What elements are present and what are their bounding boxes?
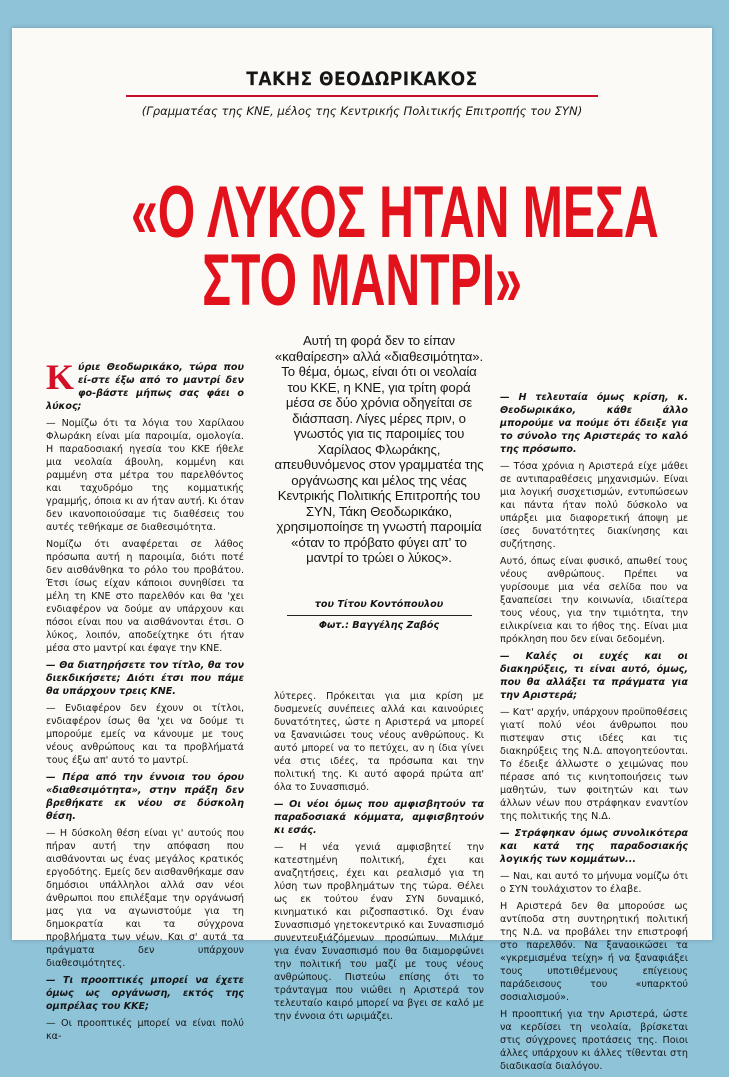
author-name: ΤΑΚΗΣ ΘΕΟΔΩΡΙΚΑΚΟΣ [246, 68, 478, 90]
answer-paragraph: — Η δύσκολη θέση είναι γι' αυτούς που πήραν αυτή την απόφαση που αισθάνονται ως ένας μεγάλος κρατικός εργοδότης. Εμείς δεν αισθανθήκαμε σαν δημόσιοι υπάλληλοι αλλά σαν νέοι άνθρωποι που επιλέξαμε την οργάνωσή μας για να αγωνιστούμε για τη δημοκρατία και τα σύγχρονα προβλήματα των νέων. Και σ' αυτά τα πράγματα δεν υπάρχουν διαθεσιμότητες. [46, 828, 244, 969]
question-paragraph: — Καλές οι ευχές και οι διακηρύξεις, τι είναι αυτό, όμως, που θα αλλάξει τα πράγματα για την Αριστερά; [500, 651, 688, 701]
article-column-2 [274, 690, 484, 1027]
answer-paragraph: Νομίζω ότι αναφέρεται σε λάθος πρόσωπα αυτή η παροιμία, διότι ποτέ δεν αισθάνθηκα το ρόλο του προβάτου. Έτσι ίσως είχαν κάποιοι συνηθίσει τα μέλη τη ΚΝΕ στο παρελθόν και θα 'χει ενδιαφέρον να δούμε αν υπάρχουν και πόσοι είναι που να αισθάνονται έτσι. Ο λύκος, λοιπόν, αποδείχτηκε ότι ήταν μέσα στο μαντρί και έφαγε την ΚΝΕ. [46, 539, 244, 654]
answer-paragraph: — Η νέα γενιά αμφισβητεί την κατεστημένη πολιτική, έχει και αναζητήσεις, έχει και ρεαλισμό για τη λύση των προβλημάτων της τώρα. Θέλει ως εκ τούτου έναν ΣΥΝ δυναμικό, κινηματικό και ριζοσπαστικό. Όχι έναν Συνασπισμό γηετοκεντρικό και Συνασπισμό συνεντευξιάζόμενων προσώπων. Μιλάμε για έναν Συνασπισμό που θα διαμορφώνει την πολιτική του μαζί με τους νέους ανθρώπους. Πιστεύω επίσης ότι το τράνταγμα που νιώθει η Αριστερά τον τελευταίο καιρό μπορεί να βγει σε καλό με την έννοια ότι ωριμάζει. [274, 842, 484, 1022]
headline-line-1: «Ο ΛΥΚΟΣ ΗΤΑΝ ΜΕΣΑ [130, 172, 659, 253]
article-column-1 [46, 357, 244, 1047]
answer-paragraph: — Τόσα χρόνια η Αριστερά είχε μάθει σε αντιπαραθέσεις μηχανισμών. Είναι μια λογική συσχετισμών, εντυπώσεων και πάντα ήταν πολύ δύσκολο να υπάρξει μια διαφορετική άποψη με ίσες δυνατότητες διακίνησης και συζήτησης. [500, 461, 688, 550]
photo-credit: Φωτ.: Βαγγέλης Ζαβός [318, 620, 440, 631]
question-paragraph: — Τι προοπτικές μπορεί να έχετε όμως ως οργάνωση, εκτός της ομπρέλας του ΚΚΕ; [46, 975, 244, 1012]
answer-paragraph: Αυτό, όπως είναι φυσικό, απωθεί τους νέους ανθρώπους. Πρέπει να γυρίσουμε μια νέα σελίδα που να ξαναπείσει την κοινωνία, ιδιαίτερα τους νέους, για την τιμιότητα, την ειλικρίνεια και το ήθος της. Είναι μια πρόκληση που δεν είναι δεδομένη. [500, 556, 688, 645]
answer-paragraph: — Οι προοπτικές μπορεί να είναι πολύ κα- [46, 1018, 244, 1042]
article-credits [274, 598, 484, 633]
question-paragraph: — Στράφηκαν όμως συνολικότερα και κατά της παραδοσιακής λογικής των κομμάτων... [500, 828, 688, 865]
author-credit: του Τίτου Κοντόπουλου [314, 599, 444, 610]
answer-paragraph: Η Αριστερά δεν θα μπορούσε ως αντίποδα στη συντηρητική πολιτική της Ν.Δ. να προβάλει την επιστροφή στο παρελθόν. Να ξαναοικώσει τα «γκρεμισμένα τείχη» ή να ξαναφιάξει τους υποτιθέμενους επίγειους παράδεισους του «υπαρκτού σοσιαλισμού». [500, 901, 688, 1003]
author-role: (Γραμματέας της ΚΝΕ, μέλος της Κεντρικής Πολιτικής Επιτροπής του ΣΥΝ) [141, 104, 583, 118]
credit-divider [287, 615, 472, 616]
question-paragraph: — Η τελευταία όμως κρίση, κ. Θεοδωρικάκο, κάθε άλλο μπορούμε να πούμε ότι έδειξε για το σύνολο της Αριστεράς το καλό της πρόσωπο. [500, 392, 688, 455]
article-column-3 [500, 391, 688, 1077]
drop-cap: Κ [46, 357, 75, 397]
question-paragraph: — Θα διατηρήσετε τον τίτλο, θα τον διεκδικήσετε; Διότι έτσι που πάμε θα υπάρχουν τρεις ΚΝΕ. [46, 660, 244, 697]
headline-line-2: ΣΤΟ ΜΑΝΤΡΙ» [202, 240, 522, 321]
answer-paragraph: λύτερες. Πρόκειται για μια κρίση με δυσμενείς συνέπειες αλλά και καινούριες δυνατότητες, ώστε η Αριστερά να μπορεί να ξανανιώσει τους νέους ανθρώπους. Κι αυτό μπορεί να το πετύχει, αν η ίδια γίνει νέα στις ιδέες, τα πρόσωπα και την πολιτική της. Κι αυτό αφορά πρώτα απ' όλα το Συνασπισμό. [274, 691, 484, 793]
magazine-page [12, 28, 712, 1072]
question-text: ύριε Θεοδωρικάκο, τώρα που εί-στε έξω από το μαντρί δεν φο-βάστε μήπως σας φάει ο λύκος; [46, 362, 244, 412]
article-intro: Αυτή τη φορά δεν το είπαν «καθαίρεση» αλλά «διαθεσιμότητα». Το θέμα, όμως, είναι ότι οι νεολαία του ΚΚΕ, η ΚΝΕ, για τρίτη φορά μέσα σε δύο χρόνια οδηγείται σε διάσπαση. Λίγες μέρες πριν, ο γνωστός για τις παροιμίες του Χαρίλαος Φλωράκης, απευθυνόμενος στον γραμματέα της οργάνωσης και μέλος της νέας Κεντρικής Πολιτικής Επιτροπής του ΣΥΝ, Τάκη Θεοδωρικάκο, χρησιμοποίησε τη γνωστή παροιμία «όταν το πρόβατο φύγει απ' το μαντρί το τρώει ο λύκος». [274, 333, 484, 565]
answer-paragraph: — Ναι, και αυτό το μήνυμα νομίζω ότι ο ΣΥΝ τουλάχιστον το έλαβε. [500, 871, 688, 895]
title-rule [126, 95, 598, 97]
answer-paragraph: — Ενδιαφέρον δεν έχουν οι τίτλοι, ενδιαφέρον ίσως θα 'χει να δούμε τι μπορούμε εμείς να κάνουμε με τους νέους ανθρώπους και τα προβλήματά τους έξω απ' αυτό το μαντρί. [46, 703, 244, 766]
question-paragraph: — Οι νέοι όμως που αμφισβητούν τα παραδοσιακά κόμματα, αμφισβητούν κι εσάς. [274, 799, 484, 836]
answer-paragraph: — Κατ' αρχήν, υπάρχουν προϋποθέσεις γιατί πολύ νέοι άνθρωποι που πιστεψαν στις ιδέες και τις διακηρύξεις της Ν.Δ. απογοητεύονται. Το έδειξε άλλωστε ο χειμώνας που πέρασε από τις κινητοποιήσεις των μαθητών, των φοιτητών και των άλλων νέων που στράφηκαν εναντίον της πολιτικής της Ν.Δ. [500, 707, 688, 822]
answer-paragraph: Η προοπτική για την Αριστερά, ώστε να κερδίσει τη νεολαία, βρίσκεται στις σύγχρονες προτάσεις της. Ποιοι άλλες υπάρχουν κι άλλες τίθενται στη διαδικασία διαλόγου. [500, 1009, 688, 1072]
question-paragraph: — Πέρα από την έννοια του όρου «διαθεσιμότητα», στην πράξη δεν βρεθήκατε εκ νέου σε δύσκολη θέση. [46, 772, 244, 822]
question-paragraph [46, 357, 244, 413]
answer-paragraph: — Νομίζω ότι τα λόγια του Χαρίλαου Φλωράκη είναι μία παροιμία, ομολογία. Η παραδοσιακή ηγεσία του ΚΚΕ ήθελε μια νεολαία άβουλη, κομμένη και ραμμένη στα μέτρα του παρελθόντος και ταχυδρόμο της κομματικής γραμμής, όποια κι αν ήταν αυτή. Κι όταν δεν ικανοποιούσαμε τις διαθέσεις του αυτές τεθήκαμε σε διαθεσιμότητα. [46, 418, 244, 533]
